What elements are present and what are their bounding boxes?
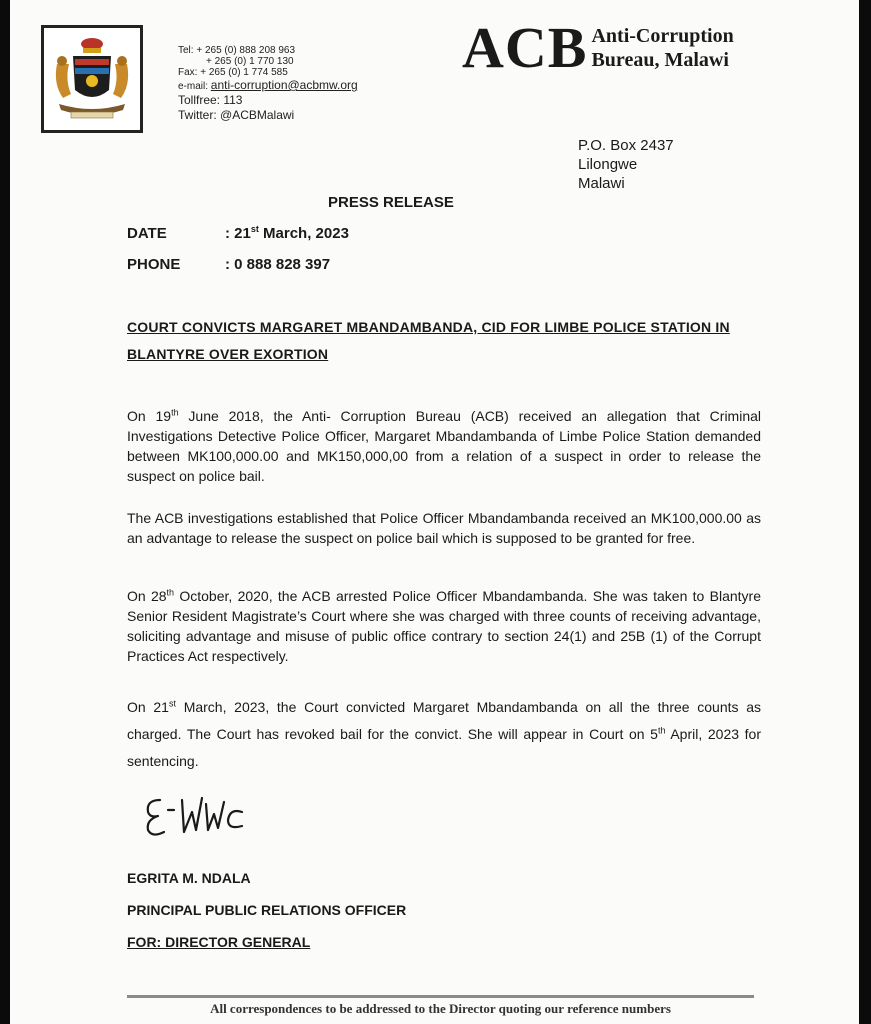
contact-block — [178, 45, 358, 123]
phone-row — [127, 256, 330, 273]
email-link[interactable]: anti-corruption@acbmw.org — [210, 78, 358, 92]
address-line-3: Malawi — [578, 175, 625, 192]
signatory-name: EGRITA M. NDALA — [127, 870, 251, 886]
phone-label: PHONE — [127, 256, 181, 273]
footer-divider — [127, 995, 754, 998]
paragraph-1: On 19th June 2018, the Anti- Corruption Bureau (ACB) received an allegation that Criminal Investigations Detective Police Officer, Margaret Mbandambanda of Limbe Police Station demanded between MK100,000.00 and MK150,000,00 from a relation of a suspect in order to release the suspect on police bail. — [127, 407, 762, 484]
date-value: : 21st March, 2023 — [225, 224, 349, 242]
acb-logo — [462, 15, 734, 80]
press-release-title: PRESS RELEASE — [328, 194, 454, 211]
paragraph-3: On 28th October, 2020, the ACB arrested Police Officer Mbandambanda. She was taken to Blantyre Senior Resident Magistrate’s Court where she was charged with three counts of receiving advantage, soliciting advantage and misuse of public office contrary to section 24(1) and 25B (1) of the Corrupt Practices Act respectively. — [127, 587, 761, 664]
handwritten-signature — [138, 790, 258, 842]
acb-name-line-1: Anti-Corruption — [591, 25, 734, 47]
fax: Fax: + 265 (0) 1 774 585 — [178, 67, 288, 78]
signatory-for: FOR: DIRECTOR GENERAL — [127, 934, 311, 950]
signatory-title: PRINCIPAL PUBLIC RELATIONS OFFICER — [127, 902, 407, 918]
address-line-2: Lilongwe — [578, 156, 638, 173]
coat-of-arms-icon — [49, 34, 135, 124]
footer-note: All correspondences to be addressed to the Director quoting our reference numbers — [210, 1001, 671, 1016]
acb-name-line-2: Bureau, Malawi — [591, 49, 729, 71]
telephone-1: Tel: + 265 (0) 888 208 963 — [178, 45, 296, 56]
address-line-1: P.O. Box 2437 — [578, 137, 674, 154]
twitter-handle: Twitter: @ACBMalawi — [178, 108, 295, 122]
date-label: DATE — [127, 225, 167, 242]
acb-acronym: ACB — [462, 15, 588, 80]
tollfree: Tollfree: 113 — [178, 93, 243, 107]
postal-address — [578, 136, 674, 193]
date-row — [127, 225, 349, 242]
coat-of-arms-frame — [41, 25, 143, 133]
phone-value: : 0 888 828 397 — [225, 256, 331, 273]
paragraph-4: On 21st March, 2023, the Court convicted Margaret Mbandambanda on all the three counts as charged. The Court has revoked bail for the convict. She will appear in Court on 5th April, 2023 for sentencing. — [127, 698, 762, 769]
acb-full-name — [591, 24, 733, 72]
email-line — [178, 78, 358, 93]
paragraph-2: The ACB investigations established that Police Officer Mbandambanda received an MK100,000.00 as an advantage to release the suspect on police bail which is supposed to be granted for free. — [127, 510, 761, 546]
signatory-block — [127, 862, 406, 958]
email-label: e-mail: — [178, 81, 209, 92]
headline: COURT CONVICTS MARGARET MBANDAMBANDA, CID FOR LIMBE POLICE STATION IN BLANTYRE OVER EXORTION — [127, 319, 730, 362]
telephone-2: + 265 (0) 1 770 130 — [206, 56, 294, 67]
press-release-page — [10, 0, 859, 1024]
